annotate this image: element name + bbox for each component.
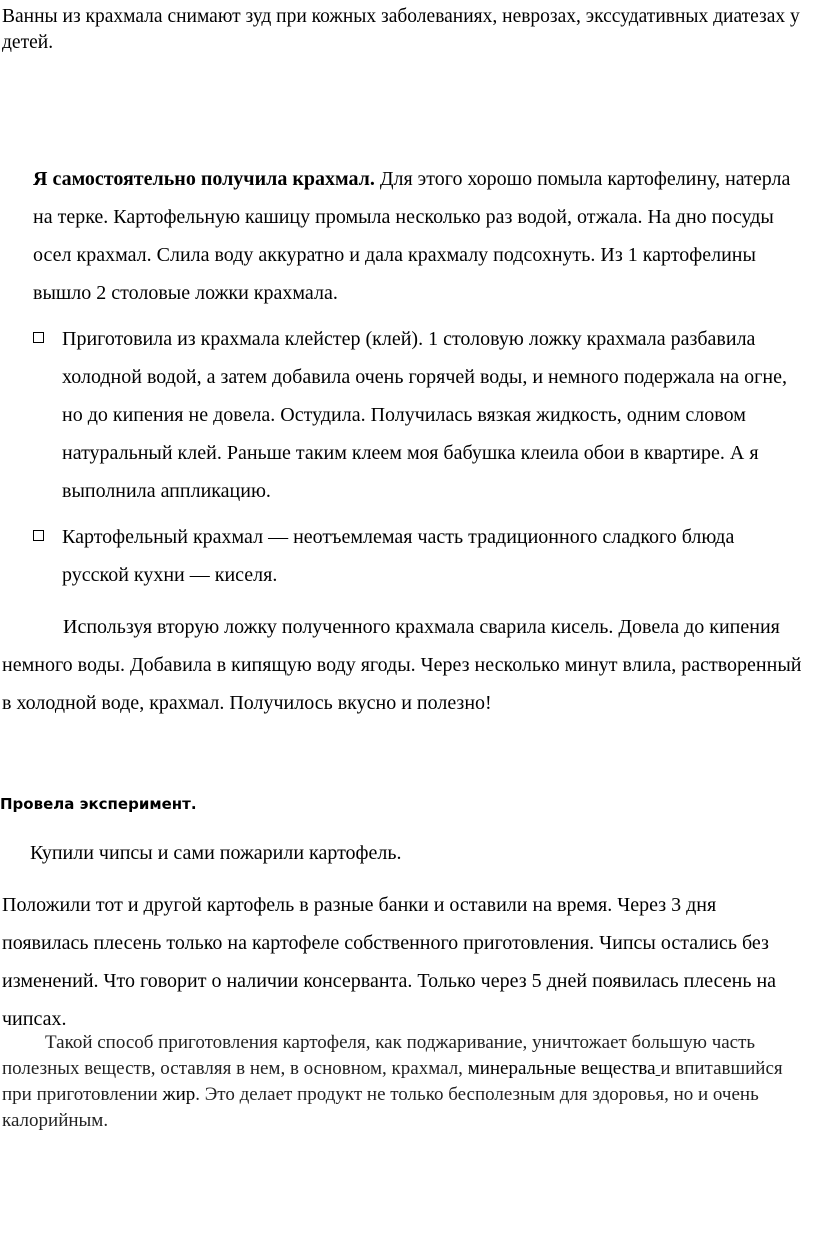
starch-text: Для этого хорошо помыла картофелину, натерла на терке. Картофельную кашицу промыла несколько раз водой, отжала. На дно посуды осел крахмал. Слила воду аккуратно и дала крахмалу подсохнуть. Из 1 картофелины вышло 2 столовые ложки крахмала. — [33, 168, 791, 304]
fat-term: жир — [162, 1084, 196, 1105]
minerals-term: минеральные вещества — [467, 1058, 656, 1079]
method-text-2: и впитавшийся при приготовлении — [2, 1058, 783, 1105]
method-text-1: Такой способ приготовления картофеля, как поджаривание, уничтожает большую часть полезных веществ, оставляя в нем, в основном, крахмал, — [2, 1032, 756, 1079]
starch-heading: Я самостоятельно получила крахмал. — [33, 168, 375, 190]
experiment-heading: Провела эксперимент. — [0, 795, 197, 813]
checkbox-bullet-icon — [33, 332, 44, 343]
bullet-text-kissel: Картофельный крахмал — неотъемлемая часть традиционного сладкого блюда русской кухни — киселя. — [62, 526, 735, 586]
intro-paragraph: Ванны из крахмала снимают зуд при кожных заболеваниях, неврозах, экссудативных диатезах у детей. — [2, 6, 800, 53]
bullet-text-glue: Приготовила из крахмала клейстер (клей). 1 столовую ложку крахмала разбавила холодной водой, а затем добавила очень горячей воды, и немного подержала на огне, но до кипения не довела. Остудила. Получилась вязкая жидкость, одним словом натуральный клей. Раньше таким клеем моя бабушка клеила обои в квартире. А я выполнила аппликацию. — [62, 328, 787, 502]
kissel-paragraph: Используя вторую ложку полученного крахмала сварила кисель. Довела до кипения немного воды. Добавила в кипящую воду ягоды. Через несколько минут влила, растворенный в холодной воде, крахмал. Получилось вкусно и полезно! — [2, 616, 802, 714]
checkbox-bullet-icon — [33, 530, 44, 541]
bought-paragraph: Купили чипсы и сами пожарили картофель. — [30, 842, 402, 864]
starch-paragraph — [33, 160, 803, 312]
method-paragraph — [2, 1030, 797, 1134]
method-text-3: . Это делает продукт не только бесполезным для здоровья, но и очень калорийным. — [2, 1084, 759, 1131]
placed-paragraph: Положили тот и другой картофель в разные банки и оставили на время. Через 3 дня появилась плесень только на картофеле собственного приготовления. Чипсы остались без изменений. Что говорит о наличии консерванта. Только через 5 дней появилась плесень на чипсах. — [2, 894, 777, 1030]
